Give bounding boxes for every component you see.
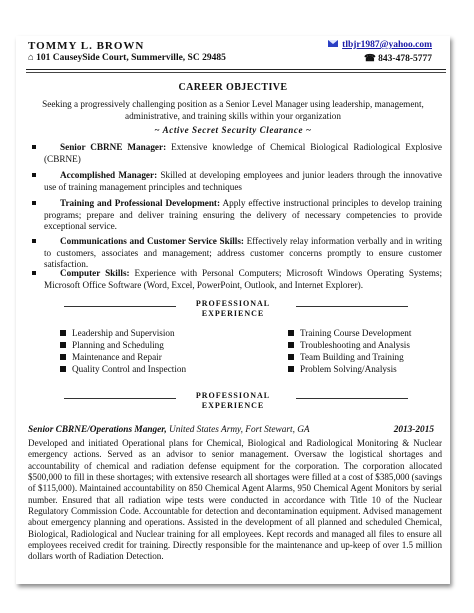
objective-text: Seeking a progressively challenging position as a Senior Level Manager using leadership, management, administrative, and training skills within your organization <box>42 99 424 121</box>
bullet-square-icon <box>288 354 294 360</box>
bullet-square-icon <box>60 354 66 360</box>
skill-item: Leadership and Supervision <box>60 328 175 338</box>
summary-item: Accomplished Manager: Skilled at developing employees and junior leaders through the innovative use of training management principles and techniques <box>32 170 442 193</box>
bullet-square-icon <box>60 366 66 372</box>
skill-item: Troubleshooting and Analysis <box>288 340 410 350</box>
bullet-square-icon <box>32 173 36 177</box>
job-years: 2013-2015 <box>393 425 434 435</box>
skill-item: Problem Solving/Analysis <box>288 364 397 374</box>
email-link[interactable]: tlbjr1987@yahoo.com <box>342 40 432 50</box>
bullet-square-icon <box>60 342 66 348</box>
clearance-line: ~ Active Secret Security Clearance ~ <box>154 125 312 135</box>
email-line[interactable] <box>328 40 432 50</box>
bullet-square-icon <box>32 145 36 149</box>
summary-item: Communications and Customer Service Skills: Effectively relay information verbally and in writing to customers, associates and management; address customer concerns promptly to ensure customer satisfaction. <box>32 236 442 271</box>
bullet-square-icon <box>32 201 36 205</box>
candidate-name: TOMMY L. BROWN <box>28 40 145 52</box>
job-location: United States Army, Fort Stewart, GA <box>169 425 310 435</box>
bullet-square-icon <box>32 239 36 243</box>
skill-item: Training Course Development <box>288 328 411 338</box>
section-heading-sub: EXPERIENCE <box>201 309 265 318</box>
bullet-square-icon <box>288 366 294 372</box>
address-line: ⌂ 101 CauseySide Court, Summerville, SC 29485 <box>28 53 226 63</box>
bullet-square-icon <box>60 330 66 336</box>
phone-line: ☎ 843-478-5777 <box>363 54 432 64</box>
summary-item: Senior CBRNE Manager: Extensive knowledge of Chemical Biological Radiological Explosive (CBRNE) <box>32 142 442 165</box>
home-icon: ⌂ <box>28 53 37 63</box>
bullet-square-icon <box>288 330 294 336</box>
section-heading: PROFESSIONAL <box>195 391 271 400</box>
skill-item: Team Building and Training <box>288 352 404 362</box>
bullet-square-icon <box>288 342 294 348</box>
summary-item: Training and Professional Development: Apply effective instructional principles to develop training programs; prepare and deliver training ensuring the delivery of necessary competencies to provide exceptional service. <box>32 198 442 233</box>
envelope-icon <box>328 40 338 47</box>
phone-icon: ☎ <box>363 54 379 64</box>
objective-heading: CAREER OBJECTIVE <box>178 82 288 93</box>
job-title: Senior CBRNE/Operations Manger, United States Army, Fort Stewart, GA <box>28 425 310 435</box>
section-heading-sub: EXPERIENCE <box>201 401 265 410</box>
skill-item: Maintenance and Repair <box>60 352 162 362</box>
job-description: Developed and initiated Operational plans for Chemical, Biological and Radiological Monitoring & Nuclear emergency actions. Served as an advisor to senior management. Oversaw the logistical shortages and accountability of chemical and radiation defense equipment for the corporation. The corporation allocated $500,000 to fill in these shortages; with extensive research all shortages were filled at a cost of $385,000 (savings of $115,000). Maintained accountability on 850 Chemical Agent Alarms, 950 Chemical Agent Monitors by serial number. Ensured that all radiation wipe tests were conducted in accordance with Title 10 of the Nuclear Regulatory Commission Code. Accountable for detection and decontamination equipment. Advised management about emergency planning and operations. Assisted in the development of all planned and scheduled Chemical, Biological, Radiological and Nuclear training for all employees. Kept records and managed all files to ensure all employees received credit for training. Directly responsible for the maintenance and up-keep of over 1.5 million dollars worth of Radiation Detection. <box>28 438 442 562</box>
skill-item: Planning and Scheduling <box>60 340 164 350</box>
summary-item: Computer Skills: Experience with Personal Computers; Microsoft Windows Operating Systems; Microsoft Office Software (Word, Excel, PowerPoint, Outlook, and Internet Explorer). <box>32 268 442 291</box>
section-heading: PROFESSIONAL <box>195 299 271 308</box>
skill-item: Quality Control and Inspection <box>60 364 186 374</box>
bullet-square-icon <box>32 271 36 275</box>
resume-page <box>16 36 450 584</box>
header-divider-thin <box>26 72 446 73</box>
header-divider <box>26 69 446 70</box>
